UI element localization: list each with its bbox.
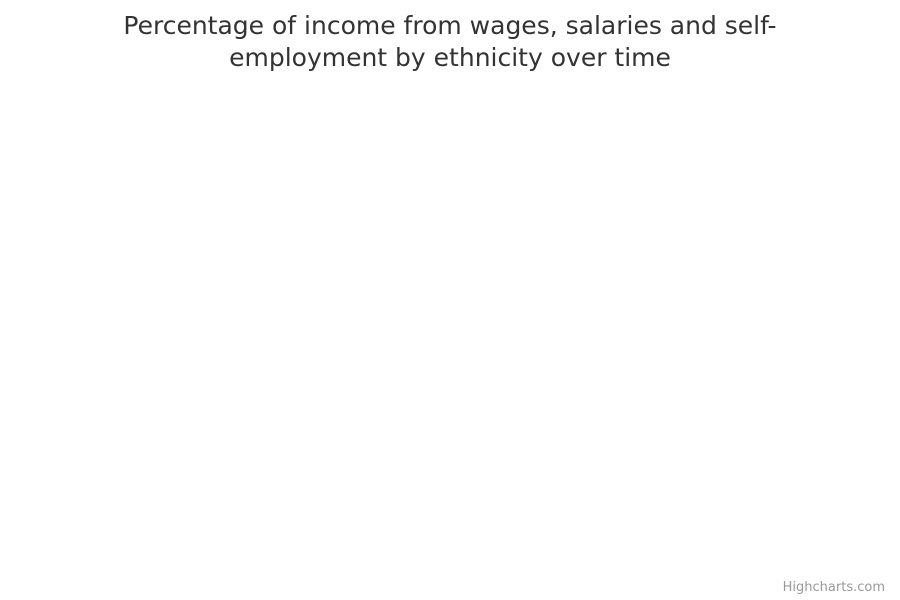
credits-link[interactable]: Highcharts.com bbox=[782, 580, 885, 595]
chart-title: Percentage of income from wages, salaries and self-employment by ethnicity over time bbox=[123, 11, 777, 72]
plot-area bbox=[20, 90, 880, 560]
